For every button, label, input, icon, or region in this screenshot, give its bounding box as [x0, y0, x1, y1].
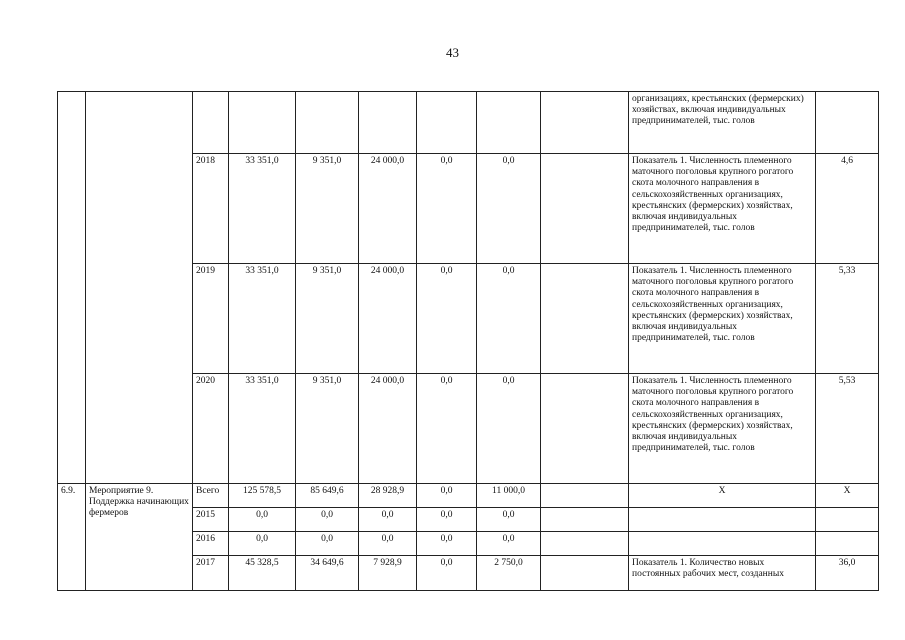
year-cell: 2020 — [193, 374, 229, 484]
year-cell: 2018 — [193, 154, 229, 264]
amount-cell: 0,0 — [417, 532, 477, 556]
table-row — [58, 484, 879, 508]
amount-cell: 0,0 — [477, 532, 541, 556]
indicator-cell: X — [629, 484, 816, 508]
amount-cell: 28 928,9 — [359, 484, 417, 508]
row-number-cell — [58, 92, 86, 484]
indicator-value-cell: X — [816, 484, 879, 508]
amount-cell: 24 000,0 — [359, 374, 417, 484]
indicator-value-cell — [816, 532, 879, 556]
amount-cell: 34 649,6 — [296, 556, 359, 591]
amount-cell: 0,0 — [417, 508, 477, 532]
amount-cell: 0,0 — [296, 532, 359, 556]
total-cell: 33 351,0 — [229, 264, 296, 374]
amount-cell: 0,0 — [417, 484, 477, 508]
year-cell: 2016 — [193, 532, 229, 556]
amount-cell: 11 000,0 — [477, 484, 541, 508]
indicator-cell: Показатель 1. Численность племенного маточного поголовья крупного рогатого скота молочного направления в сельскохозяйственных организациях, крестьянских (фермерских) хозяйствах, включая индивидуальных предпринимателей, тыс. голов — [629, 374, 816, 484]
measure-name-cell: Мероприятие 9. Поддержка начинающих фермеров — [86, 484, 193, 591]
amount-cell: 0,0 — [477, 154, 541, 264]
total-cell: 0,0 — [229, 532, 296, 556]
amount-cell: 0,0 — [417, 264, 477, 374]
total-cell: 33 351,0 — [229, 374, 296, 484]
amount-cell: 24 000,0 — [359, 264, 417, 374]
indicator-cell: Показатель 1. Численность племенного маточного поголовья крупного рогатого скота молочного направления в сельскохозяйственных организациях, крестьянских (фермерских) хозяйствах, включая индивидуальных предпринимателей, тыс. голов — [629, 154, 816, 264]
year-cell: 2019 — [193, 264, 229, 374]
indicator-value-cell: 4,6 — [816, 154, 879, 264]
indicator-value-cell: 36,0 — [816, 556, 879, 591]
amount-cell: 0,0 — [477, 264, 541, 374]
indicator-cell — [629, 508, 816, 532]
amount-cell: 9 351,0 — [296, 264, 359, 374]
amount-cell: 0,0 — [359, 508, 417, 532]
indicator-cell: Показатель 1. Количество новых постоянных рабочих мест, созданных — [629, 556, 816, 591]
amount-cell: 9 351,0 — [296, 154, 359, 264]
indicator-value-cell: 5,53 — [816, 374, 879, 484]
amount-cell: 0,0 — [477, 508, 541, 532]
measure-name-cell — [86, 92, 193, 484]
total-cell: 0,0 — [229, 508, 296, 532]
amount-cell: 0,0 — [417, 154, 477, 264]
amount-cell: 7 928,9 — [359, 556, 417, 591]
year-cell: Всего — [193, 484, 229, 508]
row-number-cell: 6.9. — [58, 484, 86, 591]
amount-cell: 24 000,0 — [359, 154, 417, 264]
amount-cell: 0,0 — [296, 508, 359, 532]
amount-cell: 0,0 — [477, 374, 541, 484]
amount-cell: 0,0 — [359, 532, 417, 556]
page-number: 43 — [446, 45, 459, 60]
table-row — [58, 92, 879, 154]
amount-cell: 9 351,0 — [296, 374, 359, 484]
amount-cell: 2 750,0 — [477, 556, 541, 591]
total-cell: 45 328,5 — [229, 556, 296, 591]
indicator-value-cell: 5,33 — [816, 264, 879, 374]
amount-cell: 85 649,6 — [296, 484, 359, 508]
total-cell: 33 351,0 — [229, 154, 296, 264]
program-table — [57, 91, 879, 591]
indicator-value-cell — [816, 508, 879, 532]
year-cell: 2017 — [193, 556, 229, 591]
year-cell: 2015 — [193, 508, 229, 532]
indicator-cell: Показатель 1. Численность племенного маточного поголовья крупного рогатого скота молочного направления в сельскохозяйственных организациях, крестьянских (фермерских) хозяйствах, включая индивидуальных предпринимателей, тыс. голов — [629, 264, 816, 374]
indicator-cell — [629, 532, 816, 556]
amount-cell: 0,0 — [417, 556, 477, 591]
total-cell: 125 578,5 — [229, 484, 296, 508]
indicator-cell: организациях, крестьянских (фермерских) хозяйствах, включая индивидуальных предпринимателей, тыс. голов — [629, 92, 816, 154]
amount-cell: 0,0 — [417, 374, 477, 484]
